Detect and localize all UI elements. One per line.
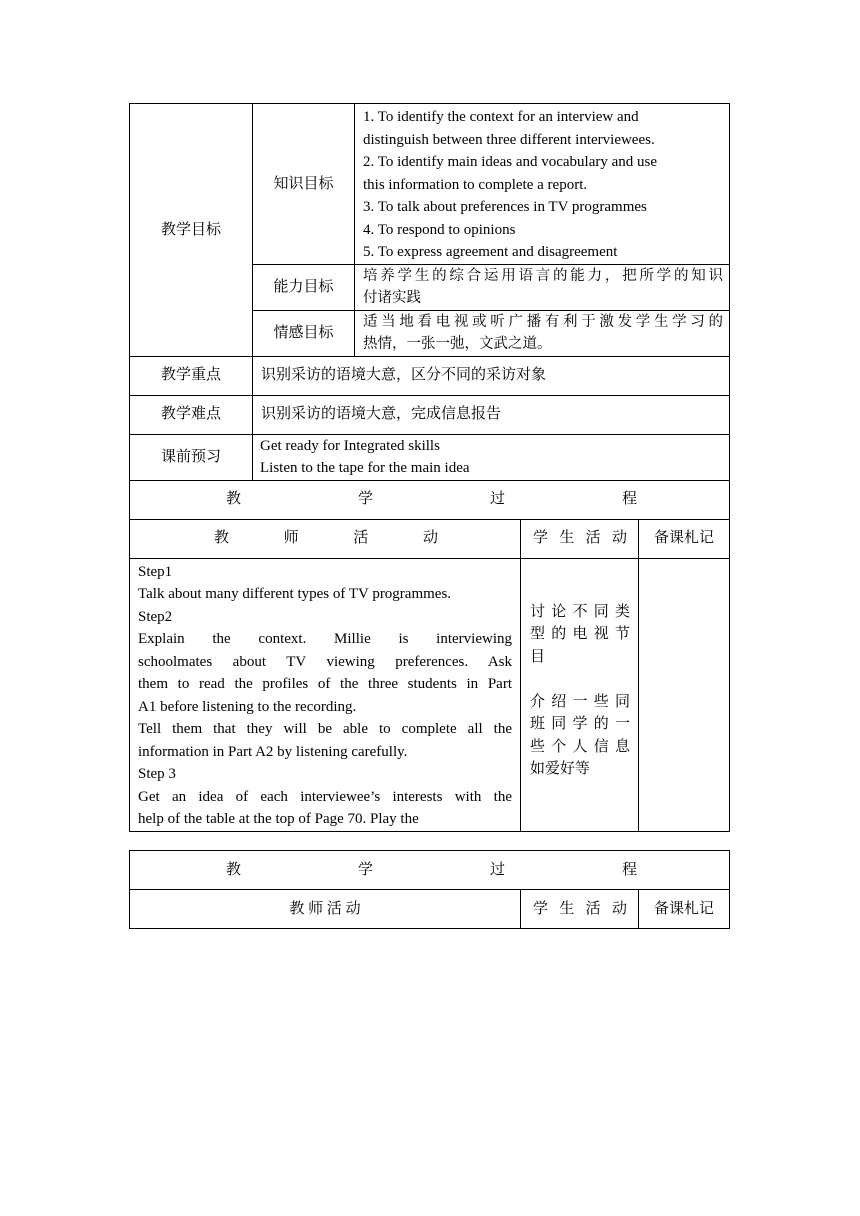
ability-line: 付诸实践 — [363, 290, 421, 306]
student-char: 动 — [611, 530, 627, 547]
process-heading-2 — [130, 851, 730, 890]
teacher-line: A1 before listening to the recording. — [138, 698, 357, 715]
student-line — [530, 668, 630, 691]
student-char: 学 — [533, 900, 549, 917]
teacher-char: 师 — [283, 530, 299, 547]
process-char: 学 — [358, 861, 374, 878]
student-line: 些个人信息 — [530, 738, 630, 755]
teacher-line: them to read the profiles of the three students in Part — [138, 676, 512, 692]
preview-text — [253, 434, 730, 480]
teacher-line: information in Part A2 by listening carefully. — [138, 743, 408, 760]
teacher-activity-body — [130, 558, 521, 831]
emotion-line: 热情，一张一弛，文武之道。 — [363, 336, 552, 352]
teacher-line: help of the table at the top of Page 70. Play the — [138, 811, 419, 827]
process-char: 程 — [622, 491, 638, 508]
difficulties-label: 教学难点 — [130, 395, 253, 434]
knowledge-objectives-label: 知识目标 — [253, 104, 355, 265]
teacher-line: Get an idea of each interviewee’s interests with the — [138, 788, 512, 805]
student-char: 活 — [585, 530, 601, 547]
ability-objectives-label: 能力目标 — [253, 264, 355, 310]
process-heading — [130, 480, 730, 519]
knowledge-line: 2. To identify main ideas and vocabulary and use — [363, 154, 658, 170]
knowledge-objectives-text — [355, 104, 730, 265]
ability-objectives-text — [355, 264, 730, 310]
teacher-line: Talk about many different types of TV programmes. — [138, 586, 452, 602]
process-char: 过 — [490, 861, 506, 878]
knowledge-line: distinguish between three different interviewees. — [363, 131, 655, 148]
teacher-line: Step 3 — [138, 766, 176, 782]
process-table-continued — [129, 850, 730, 929]
knowledge-line: 5. To express agreement and disagreement — [363, 244, 618, 260]
teacher-line: Step2 — [138, 608, 173, 625]
student-line: 型的电视节 — [530, 626, 630, 642]
student-char: 活 — [585, 900, 601, 917]
student-line: 讨论不同类 — [530, 603, 630, 620]
teacher-line: Step1 — [138, 563, 173, 580]
teacher-line: Tell them that they will be able to complete all the — [138, 721, 512, 737]
emotion-objectives-text — [355, 310, 730, 356]
emotion-line: 适当地看电视或听广播有利于激发学生学习的 — [363, 313, 724, 330]
notes-heading-2: 备课札记 — [639, 890, 730, 929]
student-activity-heading — [521, 519, 639, 558]
student-char: 生 — [559, 900, 575, 917]
teacher-activity-heading-2: 教 师 活 动 — [130, 890, 521, 929]
teacher-line: schoolmates about TV viewing preferences. Ask — [138, 653, 512, 670]
student-activity-heading-2 — [521, 890, 639, 929]
teacher-char: 动 — [422, 530, 438, 547]
key-points-label: 教学重点 — [130, 356, 253, 395]
knowledge-line: 3. To talk about preferences in TV programmes — [363, 199, 647, 215]
process-char: 教 — [226, 861, 242, 878]
notes-heading: 备课札记 — [639, 519, 730, 558]
process-char: 程 — [622, 861, 638, 878]
lesson-plan-table — [129, 103, 730, 832]
student-line: 介绍一些同 — [530, 693, 630, 710]
preview-line: Get ready for Integrated skills — [260, 437, 440, 454]
student-activity-body — [521, 558, 639, 831]
teacher-line: Explain the context. Millie is interviewing — [138, 631, 512, 647]
teacher-activity-heading — [130, 519, 521, 558]
emotion-objectives-label: 情感目标 — [253, 310, 355, 356]
objectives-label: 教学目标 — [130, 104, 253, 357]
teacher-char: 活 — [353, 530, 369, 547]
difficulties-text: 识别采访的语境大意，完成信息报告 — [253, 395, 730, 434]
process-char: 教 — [226, 491, 242, 508]
notes-body — [639, 558, 730, 831]
student-line: 目 — [530, 648, 546, 665]
process-char: 学 — [358, 491, 374, 508]
student-line: 如爱好等 — [530, 761, 591, 777]
ability-line: 培养学生的综合运用语言的能力，把所学的知识 — [363, 267, 724, 284]
preview-line: Listen to the tape for the main idea — [260, 460, 470, 476]
student-line: 班同学的一 — [530, 716, 630, 732]
student-char: 生 — [559, 530, 575, 547]
knowledge-line: 4. To respond to opinions — [363, 221, 516, 238]
key-points-text: 识别采访的语境大意，区分不同的采访对象 — [253, 356, 730, 395]
teacher-char: 教 — [214, 530, 230, 547]
process-char: 过 — [490, 491, 506, 508]
knowledge-line: this information to complete a report. — [363, 176, 588, 193]
preview-label: 课前预习 — [130, 434, 253, 480]
student-char: 学 — [533, 530, 549, 547]
student-char: 动 — [611, 900, 627, 917]
knowledge-line: 1. To identify the context for an interview and — [363, 109, 639, 125]
